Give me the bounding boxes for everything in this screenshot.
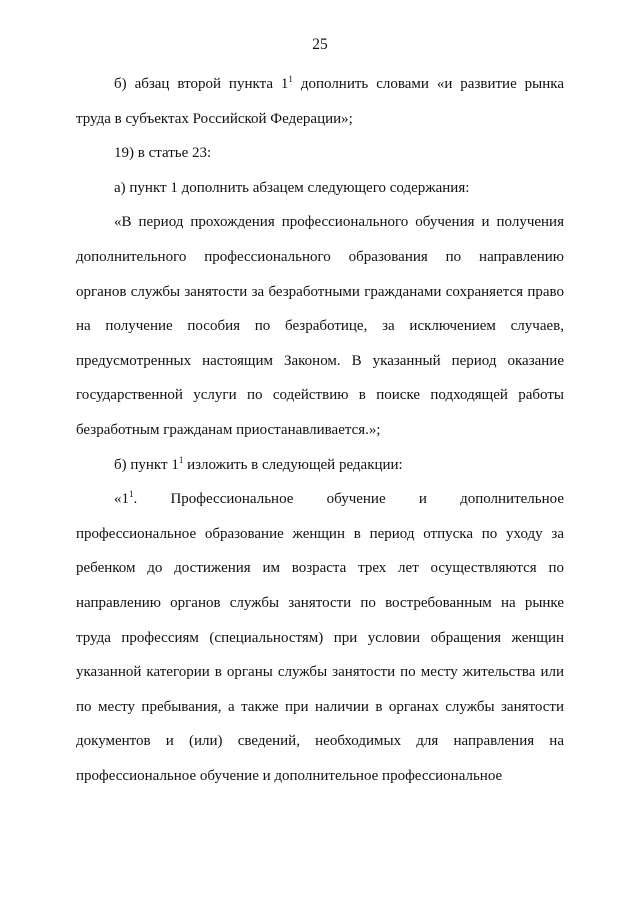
text-line bbox=[76, 558, 564, 578]
text-run: изложить в следующей редакции: bbox=[183, 457, 403, 473]
text-run: . Профессиональное обучение и дополнительное bbox=[133, 491, 564, 507]
text-run: дополнительного профессионального образования по направлению bbox=[76, 249, 564, 265]
text-run: труда профессиям (специальностям) при условии обращения женщин bbox=[76, 630, 564, 646]
text-run: б) абзац второй пункта 1 bbox=[114, 76, 289, 92]
text-line bbox=[76, 351, 564, 371]
text-line bbox=[76, 109, 564, 129]
text-line bbox=[76, 766, 564, 786]
text-line bbox=[76, 697, 564, 717]
text-run: на получение пособия по безработице, за исключением случаев, bbox=[76, 318, 564, 334]
text-run: государственной услуги по содействию в поиске подходящей работы bbox=[76, 387, 564, 403]
superscript: 1 bbox=[288, 74, 293, 84]
text-line bbox=[76, 247, 564, 267]
text-run: «1 bbox=[114, 491, 129, 507]
text-run: указанной категории в органы службы занятости по месту жительства или bbox=[76, 664, 564, 680]
text-run: органов службы занятости за безработными гражданами сохраняется право bbox=[76, 284, 564, 300]
text-run: труда в субъектах Российской Федерации»; bbox=[76, 111, 353, 127]
text-line bbox=[114, 455, 564, 475]
superscript: 1 bbox=[178, 455, 184, 465]
text-line bbox=[114, 74, 564, 94]
text-line bbox=[76, 316, 564, 336]
text-line bbox=[114, 178, 564, 198]
text-line bbox=[76, 282, 564, 302]
text-run: профессиональное обучение и дополнительное профессиональное bbox=[76, 768, 503, 784]
text-run: профессиональное образование женщин в период отпуска по уходу за bbox=[76, 526, 564, 542]
text-run: направлению органов службы занятости по востребованным на рынке bbox=[76, 595, 564, 611]
text-run: «В период прохождения профессионального обучения и получения bbox=[114, 214, 564, 230]
superscript: 1 bbox=[129, 489, 134, 499]
text-run: по месту пребывания, а также при наличии в органах службы занятости bbox=[76, 699, 564, 715]
text-line bbox=[76, 731, 564, 751]
text-line bbox=[76, 662, 564, 682]
text-run: ребенком до достижения им возраста трех лет осуществляются по bbox=[76, 560, 564, 576]
text-run: безработным гражданам приостанавливается.»; bbox=[76, 422, 381, 438]
text-run: б) пункт 1 bbox=[114, 457, 179, 473]
page-number: 25 bbox=[312, 36, 328, 53]
text-line bbox=[76, 385, 564, 405]
text-run: 19) в статье 23: bbox=[114, 145, 212, 161]
text-line bbox=[114, 212, 564, 232]
text-line bbox=[114, 489, 564, 509]
text-line bbox=[114, 143, 564, 163]
text-line bbox=[76, 524, 564, 544]
text-line bbox=[76, 628, 564, 648]
text-run: дополнить словами «и развитие рынка bbox=[292, 76, 564, 92]
text-run: предусмотренных настоящим Законом. В указанный период оказание bbox=[76, 353, 564, 369]
text-line bbox=[76, 420, 564, 440]
text-run: документов и (или) сведений, необходимых для направления на bbox=[76, 733, 564, 749]
text-run: а) пункт 1 дополнить абзацем следующего содержания: bbox=[114, 180, 470, 196]
text-line bbox=[76, 593, 564, 613]
